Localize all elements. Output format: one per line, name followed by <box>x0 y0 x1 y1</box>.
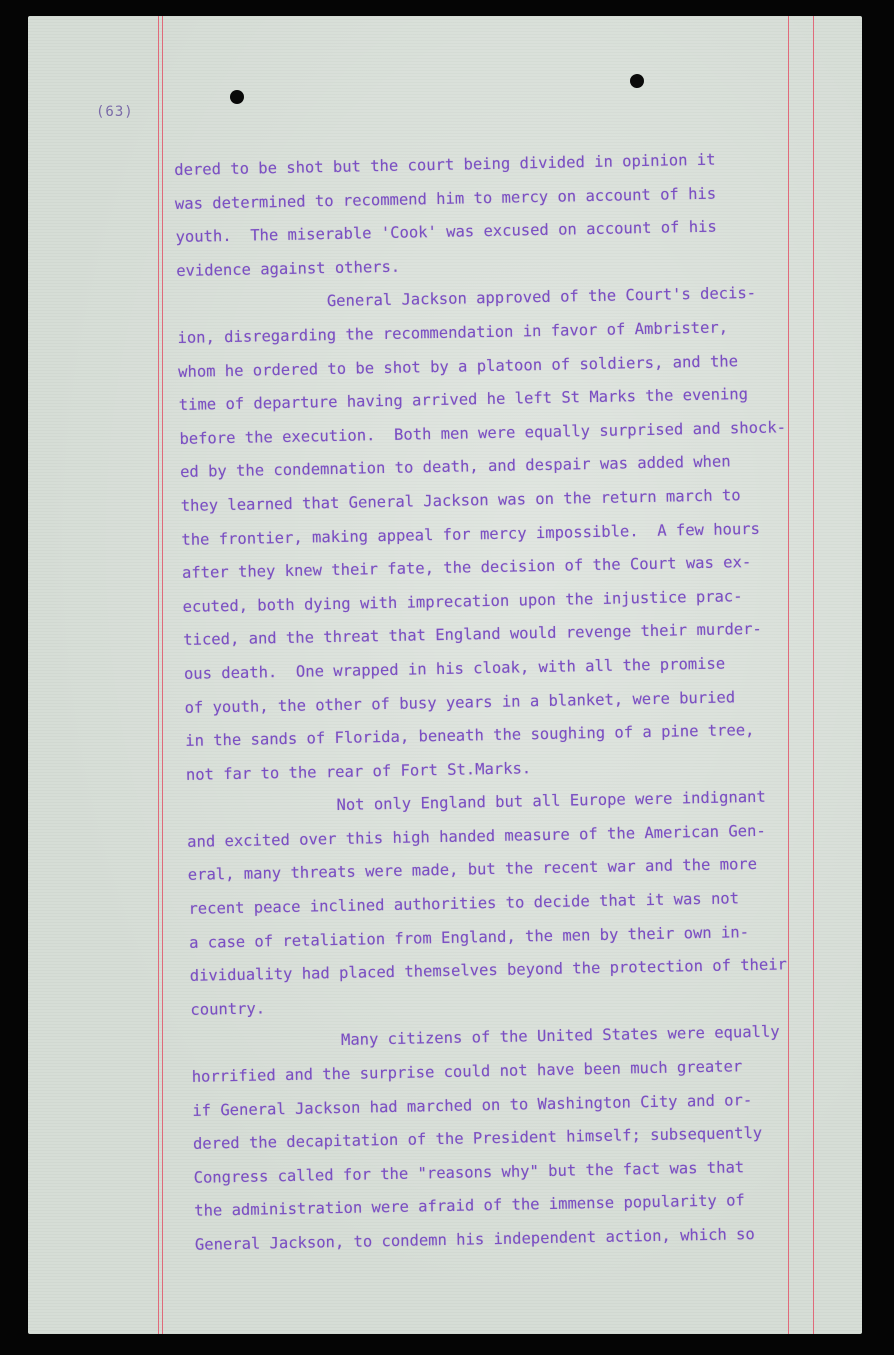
typed-text-body <box>174 142 835 1263</box>
text-line: Not only England but all Europe were indignant <box>336 788 766 815</box>
text-line: ecuted, both dying with imprecation upon the injustice prac- <box>182 586 743 616</box>
text-line: a case of retaliation from England, the men by their own in- <box>188 922 750 952</box>
text-line: ticed, and the threat that England would revenge their murder- <box>183 620 762 650</box>
text-line: if General Jackson had marched on to Washington City and or- <box>192 1090 753 1120</box>
text-line: General Jackson, to condemn his independent action, which so <box>194 1225 755 1254</box>
text-line: dividuality had placed themselves beyond the protection of their <box>189 955 788 986</box>
text-line: Congress called for the "reasons why" but the fact was that <box>193 1158 745 1187</box>
text-line: ous death. One wrapped in his cloak, with all the promise <box>183 654 726 683</box>
text-line: the administration were afraid of the immense popularity of <box>194 1191 745 1221</box>
text-line: ed by the condemnation to death, and despair was added when <box>179 452 731 482</box>
text-line: General Jackson approved of the Court's decis- <box>326 284 757 311</box>
text-line: ion, disregarding the recommendation in favor of Ambrister, <box>177 318 729 347</box>
text-line: and excited over this high handed measure of the American Gen- <box>187 821 766 851</box>
text-line: youth. The miserable 'Cook' was excused on account of his <box>175 217 717 247</box>
text-line: not far to the rear of Fort St.Marks. <box>185 758 532 784</box>
text-line: whom he ordered to be shot by a platoon of soldiers, and the <box>178 351 739 381</box>
text-line: in the sands of Florida, beneath the soughing of a pine tree, <box>185 721 755 750</box>
left-margin-line-inner <box>162 16 163 1334</box>
punch-hole-right <box>630 74 644 88</box>
text-line: dered the decapitation of the President himself; subsequently <box>192 1124 763 1154</box>
page-number: (63) <box>96 104 134 120</box>
text-line: country. <box>190 999 266 1019</box>
text-line: horrified and the surprise could not have been much greater <box>191 1057 743 1086</box>
text-line: Many citizens of the United States were equally <box>340 1022 780 1050</box>
text-line: the frontier, making appeal for mercy impossible. A few hours <box>181 519 761 549</box>
left-margin-line <box>158 16 159 1334</box>
text-line: they learned that General Jackson was on the return march to <box>180 486 741 515</box>
text-line: time of departure having arrived he left St Marks the evening <box>178 385 749 415</box>
text-line: was determined to recommend him to mercy on account of his <box>174 184 717 213</box>
text-line: eral, many threats were made, but the recent war and the more <box>187 855 758 885</box>
text-line: evidence against others. <box>176 257 401 280</box>
punch-hole-left <box>230 90 244 104</box>
text-line: recent peace inclined authorities to decide that it was not <box>188 889 740 918</box>
text-line: after they knew their fate, the decision of the Court was ex- <box>181 553 752 583</box>
text-line: dered to be shot but the court being divided in opinion it <box>174 150 716 179</box>
text-line: of youth, the other of busy years in a blanket, were buried <box>184 687 736 717</box>
text-line: before the execution. Both men were equally surprised and shock- <box>179 418 787 448</box>
